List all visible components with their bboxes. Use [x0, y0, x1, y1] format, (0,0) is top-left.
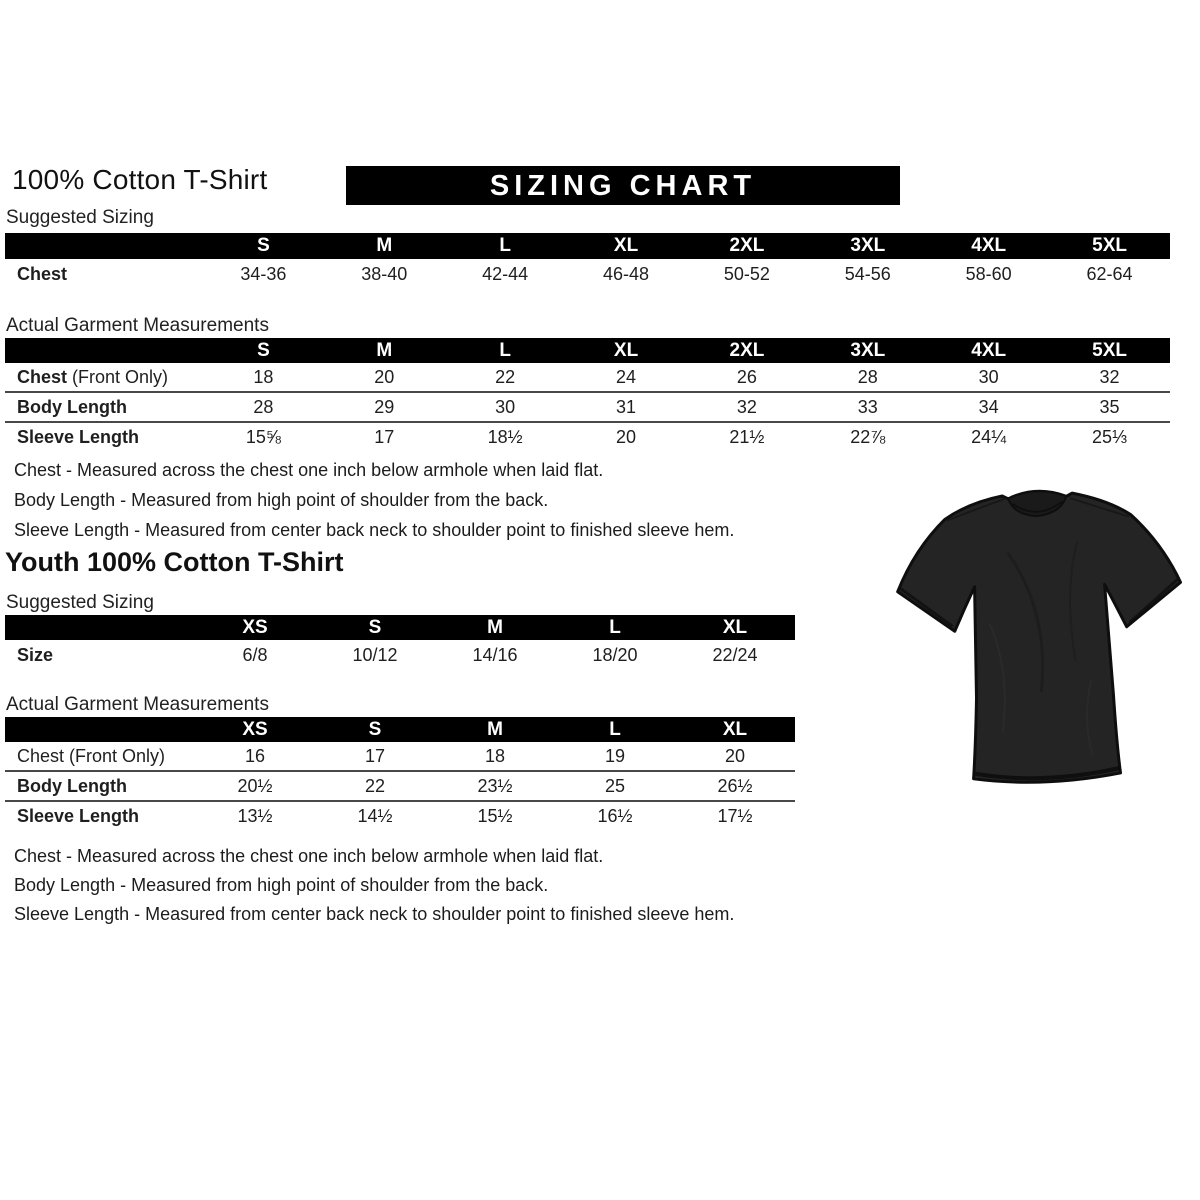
- table-cell: 20: [724, 745, 746, 766]
- table-cell: 20½: [237, 775, 273, 796]
- table-cell: 17½: [717, 805, 753, 826]
- table-cell: 28: [253, 396, 274, 417]
- black-tshirt-icon: [890, 472, 1192, 808]
- column-header: M: [487, 718, 503, 740]
- table-cell: 17: [364, 745, 386, 766]
- column-header: M: [376, 235, 393, 256]
- column-header: XL: [722, 616, 748, 638]
- table-cell: 22: [364, 775, 386, 796]
- column-header: 4XL: [971, 235, 1007, 256]
- table-cell: 31: [616, 396, 637, 417]
- row-label: [5, 367, 203, 388]
- table-cell: 23½: [477, 775, 513, 796]
- row-label-suffix: (Front Only): [72, 366, 169, 387]
- table-cell: 42-44: [482, 263, 529, 284]
- table-row: [5, 742, 795, 770]
- column-header: XL: [613, 235, 639, 256]
- column-header: XS: [242, 616, 268, 638]
- table-cell: 32: [1099, 366, 1120, 387]
- table-cell: 62-64: [1086, 263, 1133, 284]
- table-cell: 18/20: [592, 644, 638, 665]
- column-header: XL: [722, 718, 748, 740]
- adult-suggested-table: [5, 233, 1170, 289]
- page-title: 100% Cotton T-Shirt: [12, 164, 268, 195]
- row-label: Chest: [17, 263, 68, 284]
- column-header: M: [376, 339, 393, 361]
- youth-title: Youth 100% Cotton T-Shirt: [5, 547, 344, 577]
- row-label: Body Length: [17, 775, 127, 796]
- table-cell: 30: [495, 396, 516, 417]
- table-cell: 26: [736, 366, 757, 387]
- table-cell: 16½: [597, 805, 633, 826]
- table-cell: 24¼: [971, 426, 1007, 447]
- column-header: 2XL: [729, 235, 765, 256]
- table-cell: 22: [495, 366, 516, 387]
- table-cell: 6/8: [242, 644, 268, 665]
- table-cell: 14/16: [472, 644, 518, 665]
- youth-actual-header-row: [5, 717, 795, 742]
- column-header: 2XL: [729, 339, 765, 361]
- table-cell: 34-36: [240, 263, 287, 284]
- table-cell: 32: [736, 396, 757, 417]
- youth-actual-heading: Actual Garment Measurements: [6, 694, 269, 715]
- column-header: L: [499, 235, 511, 256]
- table-cell: 18½: [487, 426, 523, 447]
- adult-actual-heading: Actual Garment Measurements: [6, 315, 269, 336]
- column-header: S: [257, 235, 270, 256]
- table-row: [5, 363, 1170, 391]
- table-cell: 20: [374, 366, 395, 387]
- column-header: 5XL: [1092, 235, 1127, 256]
- adult-measurement-notes: [14, 455, 734, 545]
- youth-suggested-heading: Suggested Sizing: [6, 592, 154, 613]
- table-cell: 10/12: [352, 644, 398, 665]
- table-cell: 33: [857, 396, 878, 417]
- table-cell: 22/24: [712, 644, 758, 665]
- note-line: Body Length - Measured from high point of shoulder from the back.: [14, 875, 549, 895]
- note-line: Chest - Measured across the chest one inch below armhole when laid flat.: [14, 460, 604, 480]
- table-cell: 38-40: [361, 263, 408, 284]
- adult-suggested-heading: Suggested Sizing: [6, 207, 154, 228]
- adult-actual-header-row: [5, 338, 1170, 363]
- table-cell: 50-52: [723, 263, 770, 284]
- column-header: S: [368, 718, 382, 740]
- note-line: Body Length - Measured from high point of shoulder from the back.: [14, 490, 549, 510]
- column-header: 3XL: [850, 235, 886, 256]
- table-cell: 24: [616, 366, 637, 387]
- table-cell: 17: [374, 426, 395, 447]
- sizing-chart-banner: SIZING CHART: [346, 166, 900, 205]
- table-cell: 21½: [729, 426, 765, 447]
- note-line: Sleeve Length - Measured from center back neck to shoulder point to finished sleeve hem.: [14, 520, 735, 540]
- row-label: Sleeve Length: [17, 426, 140, 447]
- column-header: L: [609, 718, 621, 740]
- table-row: [5, 391, 1170, 421]
- table-cell: 15⅝: [245, 426, 281, 447]
- table-cell: 28: [857, 366, 878, 387]
- table-cell: 30: [978, 366, 999, 387]
- table-cell: 46-48: [603, 263, 650, 284]
- youth-suggested-header-row: [5, 615, 795, 640]
- table-cell: 26½: [717, 775, 753, 796]
- table-cell: 29: [374, 396, 395, 417]
- table-row: [5, 421, 1170, 451]
- column-header: M: [487, 616, 503, 638]
- note-line: Chest - Measured across the chest one inch below armhole when laid flat.: [14, 846, 604, 866]
- table-row: [5, 640, 795, 670]
- row-label: Sleeve Length: [17, 805, 140, 826]
- table-cell: 14½: [357, 805, 393, 826]
- youth-actual-table: [5, 717, 795, 830]
- table-cell: 54-56: [844, 263, 891, 284]
- column-header: L: [609, 616, 621, 638]
- table-cell: 35: [1099, 396, 1120, 417]
- adult-suggested-header-row: [5, 233, 1170, 259]
- row-label: Size: [17, 644, 54, 665]
- youth-suggested-table: [5, 615, 795, 670]
- column-header: 5XL: [1092, 339, 1127, 361]
- row-label-text: Chest: [17, 366, 68, 387]
- column-header: L: [499, 339, 511, 361]
- column-header: S: [257, 339, 270, 361]
- table-cell: 25: [604, 775, 626, 796]
- row-label: Chest (Front Only): [17, 745, 166, 766]
- adult-actual-table: [5, 338, 1170, 451]
- table-row: [5, 259, 1170, 289]
- table-cell: 19: [604, 745, 626, 766]
- table-cell: 34: [978, 396, 999, 417]
- table-row: [5, 770, 795, 800]
- table-cell: 25⅓: [1092, 426, 1128, 447]
- table-cell: 18: [253, 366, 274, 387]
- tshirt-image: [890, 472, 1192, 808]
- row-label: Body Length: [17, 396, 127, 417]
- column-header: S: [368, 616, 382, 638]
- youth-measurement-notes: [14, 842, 734, 929]
- table-cell: 15½: [477, 805, 513, 826]
- table-cell: 20: [616, 426, 637, 447]
- column-header: XS: [242, 718, 268, 740]
- table-cell: 58-60: [965, 263, 1012, 284]
- column-header: XL: [613, 339, 639, 361]
- table-cell: 16: [244, 745, 266, 766]
- table-cell: 22⅞: [850, 426, 886, 447]
- note-line: Sleeve Length - Measured from center back neck to shoulder point to finished sleeve hem.: [14, 904, 735, 924]
- column-header: 3XL: [850, 339, 886, 361]
- table-cell: 13½: [237, 805, 273, 826]
- table-row: [5, 800, 795, 830]
- table-cell: 18: [484, 745, 506, 766]
- column-header: 4XL: [971, 339, 1007, 361]
